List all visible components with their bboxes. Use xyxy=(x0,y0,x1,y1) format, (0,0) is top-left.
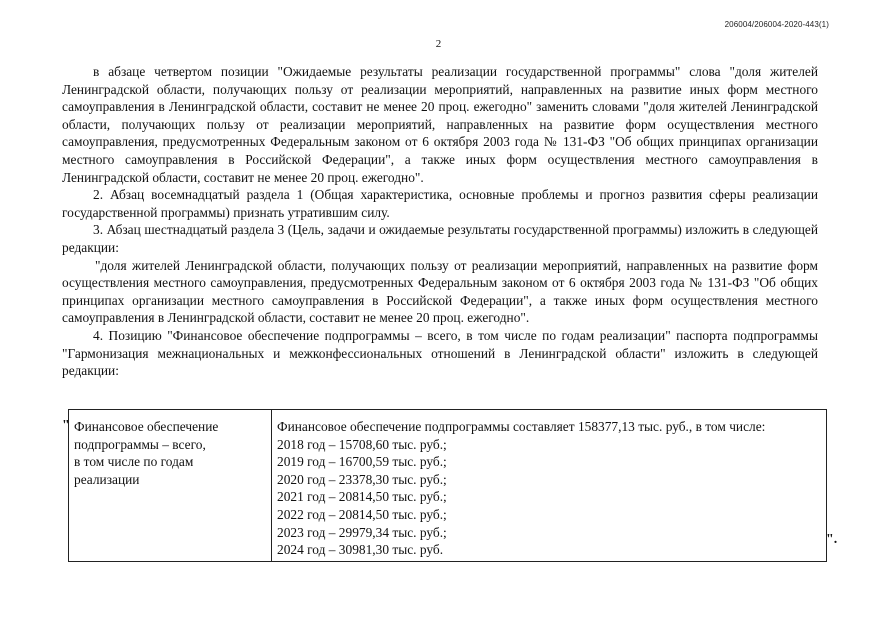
value-line-year: 2020 год – 23378,30 тыс. руб.; xyxy=(277,471,447,487)
financing-value-cell xyxy=(272,410,827,562)
table-close-quote: ". xyxy=(826,532,838,547)
value-line-year: 2018 год – 15708,60 тыс. руб.; xyxy=(277,436,447,452)
document-body xyxy=(62,63,818,380)
financing-label-cell xyxy=(69,410,272,562)
value-line-year: 2024 год – 30981,30 тыс. руб. xyxy=(277,542,444,558)
label-line: в том числе по годам xyxy=(74,454,194,470)
value-line-year: 2021 год – 20814,50 тыс. руб.; xyxy=(277,489,447,505)
label-line: реализации xyxy=(74,471,140,487)
document-id: 206004/206004-2020-443(1) xyxy=(724,20,829,29)
financing-table xyxy=(68,409,827,562)
value-line-year: 2019 год – 16700,59 тыс. руб.; xyxy=(277,454,447,470)
paragraph-quoted-text: "доля жителей Ленинградской области, получающих пользу от реализации мероприятий, направленных на развитие форм осуществления местного самоуправления, предусмотренных Федеральным законом от 6 октября 2003 года № 131-ФЗ "Об общих принципах организации местного самоуправления в Российской Федерации", а также иных форм осуществления местного самоуправления в Ленинградской области, составит не менее 20 проц. ежегодно". xyxy=(62,257,818,326)
paragraph-item-2: 2. Абзац восемнадцатый раздела 1 (Общая характеристика, основные проблемы и прогноз развития сферы реализации государственной программы) признать утратившим силу. xyxy=(62,187,818,220)
table-row xyxy=(69,410,827,562)
value-line-total: Финансовое обеспечение подпрограммы составляет 158377,13 тыс. руб., в том числе: xyxy=(277,419,766,434)
paragraph-amendment-text: в абзаце четвертом позиции "Ожидаемые результаты реализации государственной программы" слова "доля жителей Ленинградской области, получающих пользу от реализации мероприятий, направленных на развитие иных форм местного самоуправления в Ленинградской области, составит не менее 20 проц. ежегодно" заменить словами "доля жителей Ленинградской области, получающих пользу от реализации мероприятий, направленных на развитие форм осуществления местного самоуправления, предусмотренных Федеральным законом от 6 октября 2003 года № 131-ФЗ "Об общих принципах организации местного самоуправления в Российской Федерации", а также иных форм осуществления местного самоуправления в Ленинградской области, составит не менее 20 проц. ежегодно". xyxy=(62,64,818,185)
page-number: 2 xyxy=(435,38,442,50)
value-line-year: 2023 год – 29979,34 тыс. руб.; xyxy=(277,524,447,540)
table-open-quote: " xyxy=(62,418,70,433)
paragraph-item-4: 4. Позицию "Финансовое обеспечение подпрограммы – всего, в том числе по годам реализации" паспорта подпрограммы "Гармонизация межнациональных и межконфессиональных отношений в Ленинградской области" изложить в следующей редакции: xyxy=(62,327,818,379)
paragraph-item-3: 3. Абзац шестнадцатый раздела 3 (Цель, задачи и ожидаемые результаты государственной программы) изложить в следующей редакции: xyxy=(62,222,818,255)
label-line: Финансовое обеспечение xyxy=(74,419,219,434)
label-line: подпрограммы – всего, xyxy=(74,436,206,452)
value-line-year: 2022 год – 20814,50 тыс. руб.; xyxy=(277,506,447,522)
